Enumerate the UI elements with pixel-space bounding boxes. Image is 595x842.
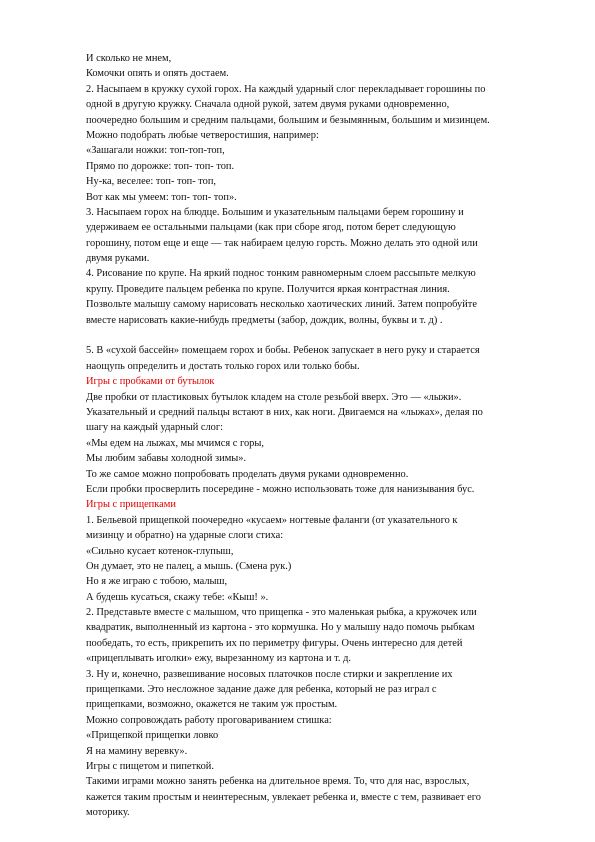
- text-line: Можно сопровождать работу проговариванием стишка:: [86, 714, 332, 726]
- text-line: квадратик, выполненный из картона - это кормушка. Но у малышу надо помочь рыбкам: [86, 622, 475, 634]
- section-heading-bottle-caps: Игры с пробками от бутылок: [86, 376, 215, 388]
- text-line: 1. Бельевой прищепкой поочередно «кусаем» ногтевые фаланги (от указательного к: [86, 514, 458, 526]
- text-line: 2. Насыпаем в кружку сухой горох. На каждый ударный слог перекладывает горошины по: [86, 83, 486, 95]
- text-line: вместе нарисовать какие-нибудь предметы (забор, дождик, волны, буквы и т. д) .: [86, 314, 443, 326]
- text-line: моторику.: [86, 807, 130, 819]
- section-heading-clothespins: Игры с прищепками: [86, 499, 176, 511]
- text-line: Но я же играю с тобою, малыш,: [86, 576, 228, 588]
- text-line: «прицеплывать иголки» ежу, вырезанному из картона и т. д.: [86, 653, 351, 665]
- text-line: 4. Рисование по крупе. На яркий поднос тонким равномерным слоем рассыпьте мелкую: [86, 268, 476, 280]
- text-line: Если пробки просверлить посередине - можно использовать тоже для нанизывания бус.: [86, 483, 475, 495]
- text-line: И сколько не мнем,: [86, 53, 172, 64]
- text-line: мизинцу и обратно) на ударные слоги стиха:: [86, 530, 284, 542]
- text-line: Вот как мы умеем: топ- топ- топ».: [86, 191, 237, 203]
- text-line: Игры с пищетом и пипеткой.: [86, 760, 214, 772]
- text-line: 2. Представьте вместе с малышом, что прищепка - это маленькая рыбка, а кружочек или: [86, 607, 477, 619]
- text-line: «Прищепкой прищепки ловко: [86, 730, 219, 742]
- text-line: прищепками, возможно, окажется не таким уж простым.: [86, 699, 338, 711]
- text-line: Комочки опять и опять достаем.: [86, 68, 229, 80]
- text-line: Прямо по дорожке: топ- топ- топ.: [86, 160, 235, 172]
- text-line: 5. В «сухой бассейн» помещаем горох и бобы. Ребенок запускает в него руку и старается: [86, 345, 480, 357]
- text-line: Он думает, это не палец, а мышь. (Смена рук.): [86, 560, 292, 572]
- text-line: шагу на каждый ударный слог:: [86, 422, 224, 434]
- text-line: Указательный и средний пальцы встают в них, как ноги. Двигаемся на «лыжах», делая по: [86, 406, 483, 418]
- text-line: Можно подобрать любые четверостишия, например:: [86, 129, 319, 141]
- text-line: 3. Насыпаем горох на блюдце. Большим и указательным пальцами берем горошину и: [86, 206, 464, 218]
- text-line: одной в другую кружку. Сначала одной рукой, затем двумя руками одновременно,: [86, 99, 450, 111]
- text-line: Две пробки от пластиковых бутылок кладем на столе резьбой вверх. Это — «лыжи».: [86, 391, 462, 403]
- text-line: крупу. Проведите пальцем ребенка по крупе. Получится яркая контрастная линия.: [86, 283, 450, 295]
- text-line: «Мы едем на лыжах, мы мчимся с горы,: [86, 437, 264, 449]
- text-line: Ну-ка, веселее: топ- топ- топ,: [86, 176, 217, 188]
- text-line: двумя руками.: [86, 253, 150, 265]
- text-line: Такими играми можно занять ребенка на длительное время. То, что для нас, взрослых,: [86, 776, 470, 788]
- text-line: Я на мамину веревку».: [86, 745, 188, 757]
- text-line: То же самое можно попробовать проделать двумя руками одновременно.: [86, 468, 409, 480]
- text-line: пообедать, то есть, прикрепить их по периметру фигуры. Очень интересно для детей: [86, 637, 463, 649]
- text-line: наощупь определить и достать только горох или только бобы.: [86, 360, 360, 372]
- text-line: «Зашагали ножки: топ-топ-топ,: [86, 145, 225, 157]
- text-line: прищепками. Это несложное задание даже для ребенка, который не раз играл с: [86, 684, 437, 696]
- text-line: горошину, потом еще и еще — так набираем целую горсть. Можно делать это одной или: [86, 237, 478, 249]
- text-line: А будешь кусаться, скажу тебе: «Кыш! ».: [86, 591, 269, 603]
- document-body: [86, 51, 548, 821]
- text-line: поочередно большим и средним пальцами, большим и безымянным, большим и мизинцем.: [86, 114, 490, 126]
- text-line: «Сильно кусает котенок-глупыш,: [86, 545, 234, 557]
- text-line: кажется таким простым и неинтересным, увлекает ребенка и, вместе с тем, развивает его: [86, 791, 481, 803]
- text-line: 3. Ну и, конечно, развешивание носовых платочков после стирки и закрепление их: [86, 668, 453, 680]
- text-line: Мы любим забавы холодной зимы».: [86, 453, 247, 465]
- text-line: Позвольте малышу самому нарисовать несколько хаотических линий. Затем попробуйте: [86, 299, 477, 311]
- text-line: удерживаем ее остальными пальцами (как при сборе ягод, потом берет следующую: [86, 222, 456, 234]
- blank-line: [86, 328, 548, 343]
